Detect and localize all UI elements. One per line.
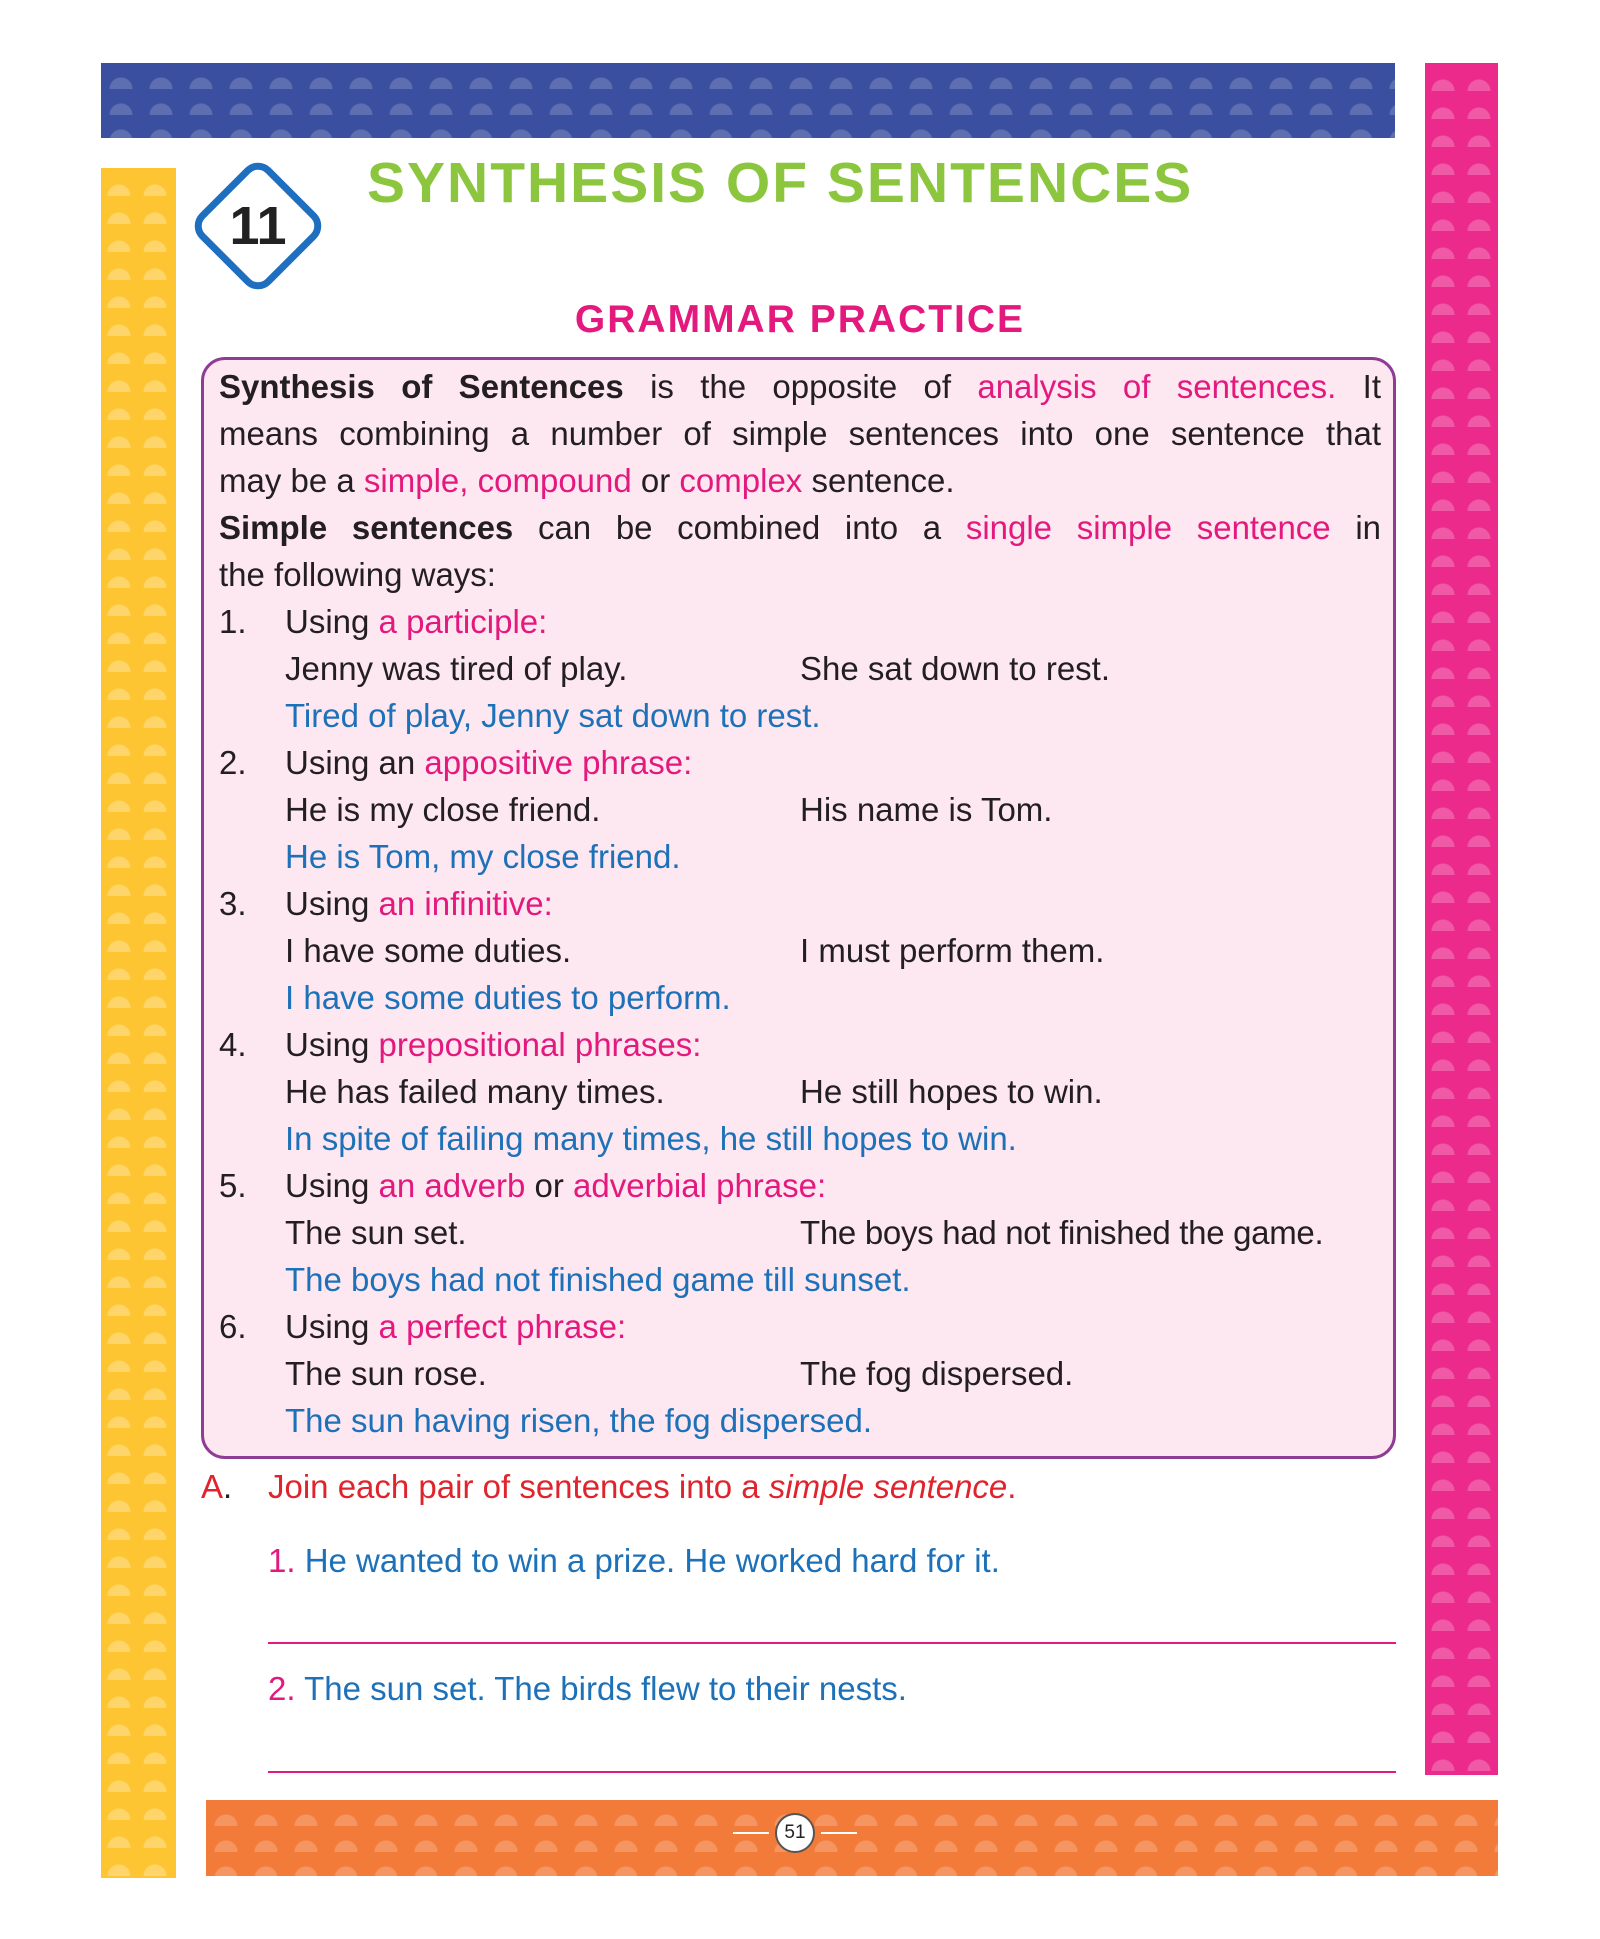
way-lead: Using	[285, 1167, 379, 1204]
chapter-number: 11	[229, 196, 287, 256]
exercise-letter-text: A	[201, 1468, 224, 1505]
way-connector: or	[525, 1167, 574, 1204]
way-number: 1.	[219, 603, 247, 640]
way-heading	[285, 598, 547, 645]
way-term: an adverb	[378, 1167, 526, 1204]
way-lead: Using	[285, 603, 379, 640]
left-decorative-band	[101, 168, 176, 1878]
way-sentence-1: The sun rose.	[285, 1355, 487, 1392]
term-simple-sentences: Simple sentences	[219, 509, 514, 546]
way-sentence-1: Jenny was tired of play.	[285, 650, 628, 687]
term-simple-compound: simple, compound	[363, 462, 632, 499]
intro-text: can be combined into a	[513, 509, 966, 546]
way-term: a perfect phrase:	[378, 1308, 627, 1345]
way-sentence-2: She sat down to rest.	[800, 650, 1111, 687]
way-number: 3.	[219, 885, 247, 922]
intro-line-4	[219, 504, 1381, 551]
way-heading	[285, 739, 692, 786]
intro-text: sentence.	[802, 462, 955, 499]
term-analysis: analysis of sentences.	[977, 368, 1337, 405]
question-number: 1.	[268, 1542, 296, 1579]
way-lead: Using	[285, 885, 379, 922]
intro-text: may be a	[219, 462, 364, 499]
way-heading	[285, 1162, 826, 1209]
intro-text: It	[1336, 368, 1381, 405]
way-lead: Using	[285, 1026, 379, 1063]
way-number: 2.	[219, 744, 247, 781]
way-sentence-2: The fog dispersed.	[800, 1355, 1074, 1392]
way-term-2: adverbial phrase:	[573, 1167, 827, 1204]
way-term: prepositional phrases:	[378, 1026, 702, 1063]
exercise-instruction	[268, 1463, 1016, 1510]
intro-text: in	[1330, 509, 1381, 546]
term-synthesis: Synthesis of Sentences	[219, 368, 624, 405]
exercise-question-1	[268, 1537, 1000, 1584]
way-sentence-2: His name is Tom.	[800, 791, 1053, 828]
intro-text: or	[631, 462, 680, 499]
way-lead: Using	[285, 1308, 379, 1345]
instruction-emphasis: simple sentence	[768, 1468, 1008, 1505]
top-decorative-band	[101, 63, 1395, 138]
exercise-letter	[201, 1463, 232, 1510]
page-number: 51	[775, 1813, 815, 1853]
question-text: The sun set. The birds flew to their nests.	[304, 1670, 907, 1707]
way-combined: Tired of play, Jenny sat down to rest.	[285, 697, 821, 734]
answer-line-1[interactable]	[268, 1642, 1396, 1644]
way-sentence-1: He has failed many times.	[285, 1073, 665, 1110]
page-number-ornament-right	[821, 1832, 857, 1834]
page-number-ornament-left	[733, 1832, 769, 1834]
exercise-question-2	[268, 1665, 907, 1712]
intro-line-1	[219, 363, 1381, 410]
way-sentence-1: He is my close friend.	[285, 791, 601, 828]
way-combined: The sun having risen, the fog dispersed.	[285, 1402, 873, 1439]
way-combined: In spite of failing many times, he still hopes to win.	[285, 1120, 1017, 1157]
question-number: 2.	[268, 1670, 296, 1707]
bottom-decorative-band	[206, 1800, 1498, 1876]
instruction-text: .	[1007, 1468, 1017, 1505]
way-term: appositive phrase:	[424, 744, 693, 781]
exercise-letter-dot: .	[223, 1468, 233, 1505]
intro-text: is the opposite of	[623, 368, 978, 405]
way-term: an infinitive:	[378, 885, 553, 922]
way-heading	[285, 1303, 626, 1350]
way-number: 4.	[219, 1026, 247, 1063]
intro-line-3	[219, 457, 955, 504]
intro-line-5: the following ways:	[219, 556, 496, 593]
way-number: 6.	[219, 1308, 247, 1345]
way-combined: The boys had not finished game till sunset.	[285, 1261, 911, 1298]
term-complex: complex	[679, 462, 803, 499]
way-combined: I have some duties to perform.	[285, 979, 731, 1016]
way-lead: Using an	[285, 744, 425, 781]
answer-line-2[interactable]	[268, 1771, 1396, 1773]
way-heading	[285, 880, 553, 927]
way-term: a participle:	[378, 603, 548, 640]
way-heading	[285, 1021, 701, 1068]
way-sentence-2: He still hopes to win.	[800, 1073, 1103, 1110]
term-single-simple: single simple sentence	[965, 509, 1331, 546]
way-sentence-2: I must perform them.	[800, 932, 1105, 969]
intro-line-2: means combining a number of simple sentences into one sentence that	[219, 415, 1381, 452]
way-number: 5.	[219, 1167, 247, 1204]
way-sentence-1: The sun set.	[285, 1214, 467, 1251]
section-subtitle: GRAMMAR PRACTICE	[574, 298, 1026, 341]
instruction-text: Join each pair of sentences into a	[268, 1468, 769, 1505]
question-text: He wanted to win a prize. He worked hard for it.	[304, 1542, 1000, 1579]
way-sentence-2: The boys had not finished the game.	[800, 1214, 1324, 1251]
way-sentence-1: I have some duties.	[285, 932, 572, 969]
way-combined: He is Tom, my close friend.	[285, 838, 681, 875]
chapter-title: SYNTHESIS OF SENTENCES	[367, 151, 1194, 215]
